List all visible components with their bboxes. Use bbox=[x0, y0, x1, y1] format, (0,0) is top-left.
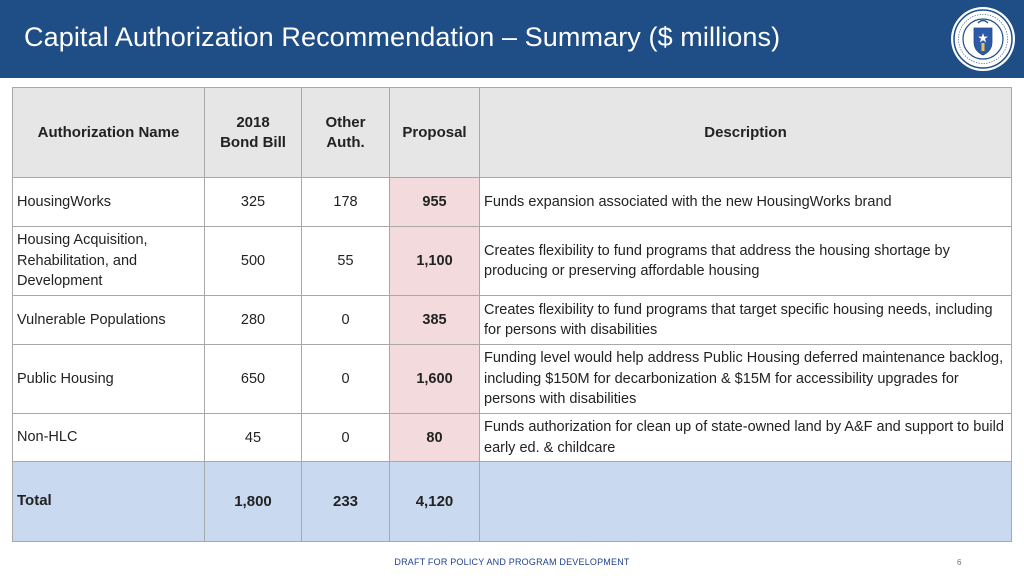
authorization-table bbox=[12, 87, 1012, 542]
page-title: Capital Authorization Recommendation – Summary ($ millions) bbox=[24, 22, 781, 52]
row-proposal: 1,100 bbox=[390, 227, 480, 296]
row-proposal: 955 bbox=[390, 178, 480, 227]
row-description: Funds authorization for clean up of state-owned land by A&F and support to build early ed. & childcare bbox=[480, 414, 1012, 462]
row-other-auth: 0 bbox=[302, 414, 390, 462]
row-bond-bill: 45 bbox=[205, 414, 302, 462]
footer bbox=[0, 557, 1024, 567]
header-other-line1: Other bbox=[325, 113, 366, 131]
row-name: Public Housing bbox=[13, 345, 205, 414]
total-description bbox=[480, 462, 1012, 542]
row-other-auth: 0 bbox=[302, 345, 390, 414]
total-label: Total bbox=[13, 462, 205, 542]
total-proposal: 4,120 bbox=[390, 462, 480, 542]
header-proposal: Proposal bbox=[390, 88, 480, 178]
table-row bbox=[13, 227, 1012, 296]
state-seal-icon bbox=[950, 6, 1016, 72]
row-other-auth: 0 bbox=[302, 296, 390, 345]
row-name: HousingWorks bbox=[13, 178, 205, 227]
table-row bbox=[13, 178, 1012, 227]
row-other-auth: 55 bbox=[302, 227, 390, 296]
row-bond-bill: 325 bbox=[205, 178, 302, 227]
row-name: Vulnerable Populations bbox=[13, 296, 205, 345]
header-authorization-name: Authorization Name bbox=[13, 88, 205, 178]
header-bond-bill-line1: 2018 bbox=[236, 113, 270, 131]
header-other-auth bbox=[302, 88, 390, 178]
row-other-auth: 178 bbox=[302, 178, 390, 227]
row-proposal: 385 bbox=[390, 296, 480, 345]
header-description: Description bbox=[480, 88, 1012, 178]
header-bond-bill bbox=[205, 88, 302, 178]
table-header-row bbox=[13, 88, 1012, 178]
row-name: Non-HLC bbox=[13, 414, 205, 462]
page-number: 6 bbox=[957, 558, 962, 567]
row-description: Funds expansion associated with the new HousingWorks brand bbox=[480, 178, 1012, 227]
row-bond-bill: 280 bbox=[205, 296, 302, 345]
row-bond-bill: 650 bbox=[205, 345, 302, 414]
table-row bbox=[13, 345, 1012, 414]
row-description: Creates flexibility to fund programs that target specific housing needs, including for persons with disabilities bbox=[480, 296, 1012, 345]
header-other-line2: Auth. bbox=[326, 133, 365, 151]
row-description: Funding level would help address Public Housing deferred maintenance backlog, including $150M for decarbonization & $15M for accessibility upgrades for persons with disabilities bbox=[480, 345, 1012, 414]
total-bond-bill: 1,800 bbox=[205, 462, 302, 542]
table-row bbox=[13, 414, 1012, 462]
header-bond-bill-line2: Bond Bill bbox=[220, 133, 286, 151]
row-proposal: 80 bbox=[390, 414, 480, 462]
total-other-auth: 233 bbox=[302, 462, 390, 542]
row-name: Housing Acquisition, Rehabilitation, and Development bbox=[13, 227, 205, 296]
draft-label: DRAFT FOR POLICY AND PROGRAM DEVELOPMENT bbox=[394, 557, 630, 567]
row-bond-bill: 500 bbox=[205, 227, 302, 296]
table-row bbox=[13, 296, 1012, 345]
header-bar bbox=[0, 0, 1024, 78]
row-description: Creates flexibility to fund programs that address the housing shortage by producing or preserving affordable housing bbox=[480, 227, 1012, 296]
row-proposal: 1,600 bbox=[390, 345, 480, 414]
total-row bbox=[13, 462, 1012, 542]
